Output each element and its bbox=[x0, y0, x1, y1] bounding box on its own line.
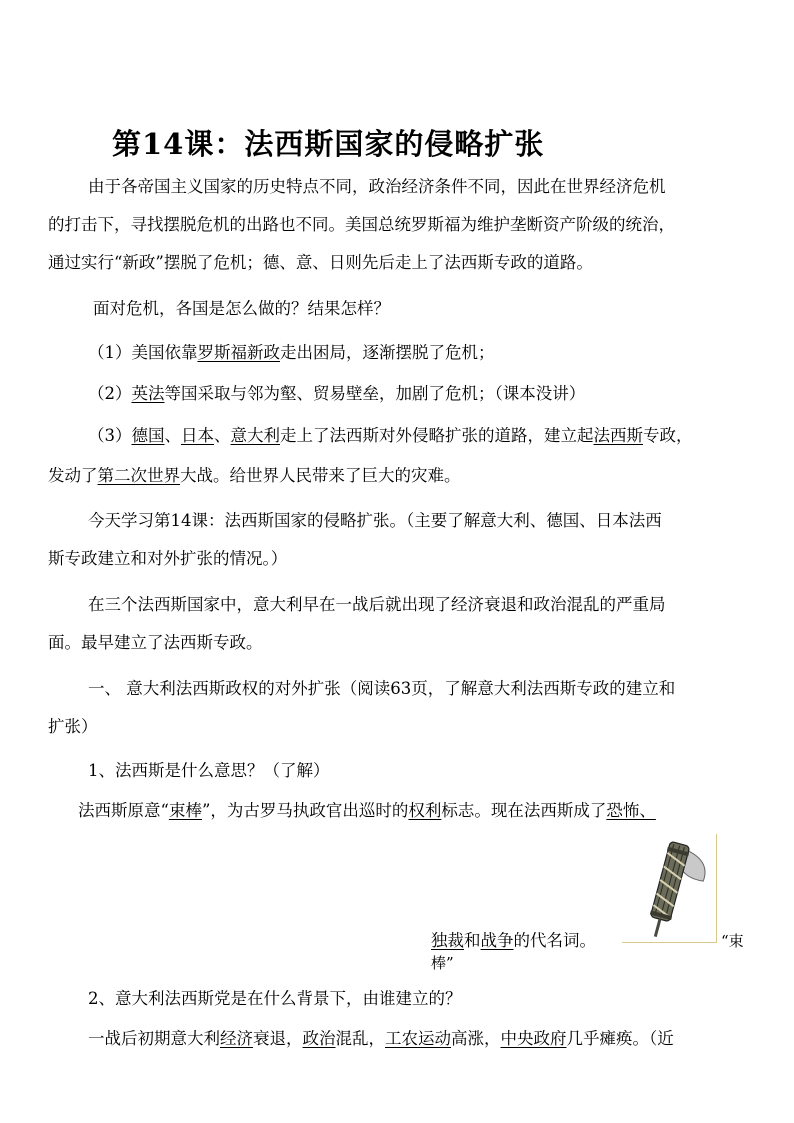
question-line: 面对危机，各国是怎么做的？结果怎样？ bbox=[93, 299, 390, 318]
background-line bbox=[88, 1028, 674, 1050]
point-1-underline-1: 罗斯福新政 bbox=[197, 343, 280, 362]
fasces-caption-2: 棒” bbox=[431, 954, 454, 972]
point-2-text-b: 等国采取与邻为壑、贸易壁垒，加剧了危机；（课本没讲） bbox=[164, 384, 586, 403]
page-title: 第14课：法西斯国家的侵略扩张 bbox=[112, 127, 545, 161]
bg-text-b: 衰退， bbox=[253, 1029, 303, 1048]
point-3-text-a: （3） bbox=[88, 426, 132, 445]
fasces-icon bbox=[622, 834, 716, 942]
section-1-line-2: 扩张） bbox=[48, 717, 98, 736]
point-3-underline-4: 法西斯 bbox=[593, 426, 643, 445]
bg-underline-1: 经济 bbox=[220, 1029, 253, 1048]
point-2-text-a: （2） bbox=[88, 384, 132, 403]
italy-line-1: 在三个法西斯国家中，意大利早在一战后就出现了经济衰退和政治混乱的严重局 bbox=[88, 595, 666, 614]
intro-line-1: 由于各帝国主义国家的历史特点不同，政治经济条件不同，因此在世界经济危机 bbox=[88, 177, 666, 196]
point-3-text-b: 走上了法西斯对外侵略扩张的道路，建立起 bbox=[280, 426, 594, 445]
bg-underline-4: 中央政府 bbox=[500, 1029, 567, 1048]
today-line-2: 斯专政建立和对外扩张的情况。） bbox=[48, 549, 288, 568]
fascism-underline-5: 战争 bbox=[480, 931, 514, 950]
italy-line-2: 面。最早建立了法西斯专政。 bbox=[48, 633, 263, 652]
point-3-underline-2: 日本 bbox=[181, 426, 214, 445]
point-3-underline-1: 德国 bbox=[131, 426, 165, 445]
fascism-line-1 bbox=[78, 800, 656, 822]
fascism-underline-4: 独裁 bbox=[431, 931, 464, 950]
point-3-text-c: 专政， bbox=[643, 426, 693, 445]
intro-line-2: 的打击下，寻找摆脱危机的出路也不同。美国总统罗斯福为维护垄断资产阶级的统治， bbox=[48, 215, 675, 234]
point-1-text-a: （1）美国依靠 bbox=[88, 343, 198, 362]
bg-text-e: 几乎瘫痪。（近 bbox=[566, 1029, 674, 1048]
intro-line-3: 通过实行“新政”摆脱了危机；德、意、日则先后走上了法西斯专政的道路。 bbox=[48, 253, 593, 272]
point-3-text-d: 发动了 bbox=[48, 466, 98, 485]
fascism-text-e: 的代名词。 bbox=[513, 931, 596, 950]
point-2-underline-1: 英法 bbox=[131, 384, 165, 403]
fascism-text-c: 标志。现在法西斯成了 bbox=[441, 801, 607, 820]
bg-underline-3: 工农运动 bbox=[385, 1029, 451, 1048]
question-2: 2、意大利法西斯党是在什么背景下，由谁建立的？ bbox=[88, 989, 462, 1008]
bg-text-a: 一战后初期意大利 bbox=[88, 1029, 220, 1048]
question-1: 1、法西斯是什么意思？（了解） bbox=[88, 761, 330, 780]
point-3-text-e: 大战。给世界人民带来了巨大的灾难。 bbox=[180, 466, 461, 485]
fascism-underline-3: 恐怖、 bbox=[606, 801, 656, 820]
fascism-text-b: ”，为古罗马执政官出巡时的 bbox=[201, 801, 409, 820]
fascism-text-a: 法西斯原意“ bbox=[78, 801, 169, 820]
point-3-sep-1: 、 bbox=[164, 426, 181, 445]
point-2 bbox=[88, 383, 585, 405]
point-3-underline-3: 意大利 bbox=[230, 426, 280, 445]
fasces-image bbox=[622, 834, 717, 943]
point-1-text-b: 走出困局，逐渐摆脱了危机； bbox=[280, 343, 495, 362]
point-3-line-1 bbox=[88, 425, 693, 447]
section-1-line-1: 一、 意大利法西斯政权的对外扩张（阅读63页，了解意大利法西斯专政的建立和 bbox=[88, 679, 676, 698]
point-3-underline-5: 第二次世界 bbox=[97, 466, 180, 485]
bg-underline-2: 政治 bbox=[302, 1029, 336, 1048]
fasces-caption-1: “束 bbox=[721, 932, 744, 950]
fascism-underline-1: 束棒 bbox=[168, 801, 202, 820]
fascism-underline-2: 权利 bbox=[408, 801, 442, 820]
today-line-1: 今天学习第14课：法西斯国家的侵略扩张。（主要了解意大利、德国、日本法西 bbox=[88, 511, 662, 530]
fascism-text-d: 和 bbox=[464, 931, 481, 950]
bg-text-d: 高涨， bbox=[451, 1029, 501, 1048]
fascism-line-2 bbox=[431, 930, 596, 952]
point-3-sep-2: 、 bbox=[214, 426, 231, 445]
point-3-line-2 bbox=[48, 465, 461, 487]
point-1 bbox=[88, 342, 495, 364]
bg-text-c: 混乱， bbox=[335, 1029, 385, 1048]
